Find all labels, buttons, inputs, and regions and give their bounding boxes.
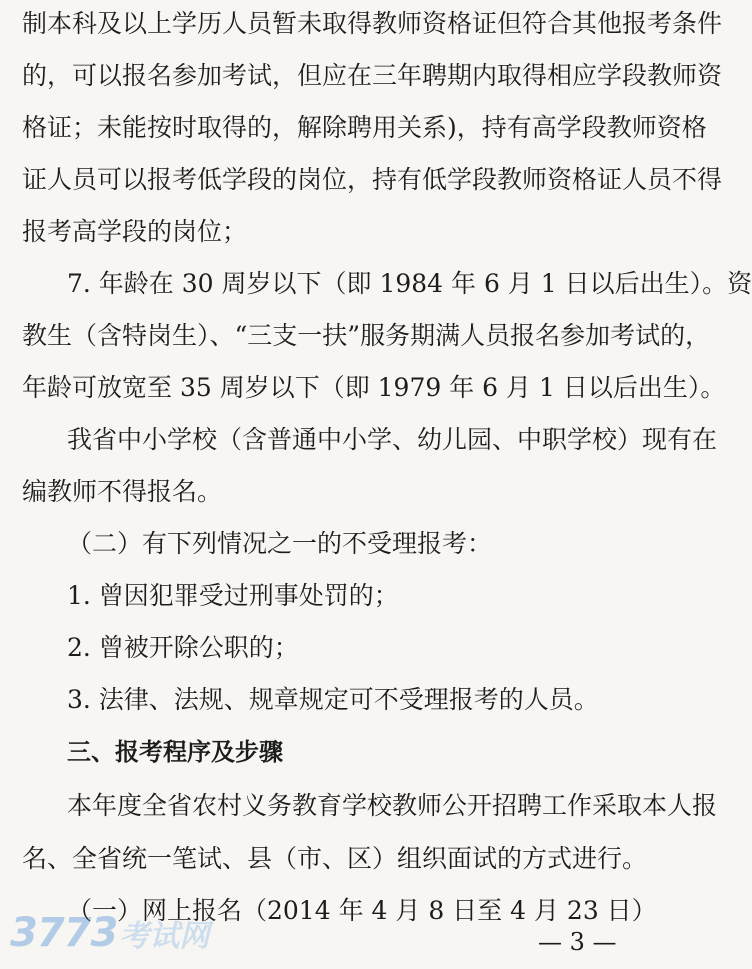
paragraph-line: 制本科及以上学历人员暂未取得教师资格证但符合其他报考条件: [22, 9, 723, 38]
list-item: 3. 法律、法规、规章规定可不受理报考的人员。: [67, 685, 599, 714]
paragraph-line: 年龄可放宽至 35 周岁以下（即 1979 年 6 月 1 日以后出生）。: [22, 373, 726, 402]
paragraph-line: 编教师不得报名。: [22, 477, 223, 506]
paragraph-line: 7. 年龄在 30 周岁以下（即 1984 年 6 月 1 日以后出生）。资: [67, 269, 752, 298]
section-heading: 三、报考程序及步骤: [67, 738, 283, 766]
list-item: 1. 曾因犯罪受过刑事处罚的；: [67, 581, 399, 610]
watermark-number: 3773: [10, 910, 118, 956]
paragraph-line: 本年度全省农村义务教育学校教师公开招聘工作采取本人报: [67, 791, 718, 820]
watermark-text: 考试网: [119, 919, 210, 954]
list-item: 2. 曾被开除公职的；: [67, 633, 299, 662]
paragraph-line: 教生（含特岗生）、“三支一扶”服务期满人员报名参加考试的，: [22, 321, 711, 350]
paragraph-line: 报考高学段的岗位；: [22, 217, 248, 246]
page-number: — 3 —: [538, 928, 617, 956]
paragraph-line: 我省中小学校（含普通中小学、幼儿园、中职学校）现有在: [67, 425, 718, 454]
section-subheading-final: （一）网上报名（2014 年 4 月 8 日至 4 月 23 日）: [67, 896, 657, 925]
paragraph-line: 格证；未能按时取得的，解除聘用关系)，持有高学段教师资格: [22, 113, 707, 142]
paragraph-line: 名、全省统一笔试、县（市、区）组织面试的方式进行。: [22, 844, 648, 873]
section-subheading: （二）有下列情况之一的不受理报考：: [67, 529, 493, 558]
paragraph-line: 的，可以报名参加考试，但应在三年聘期内取得相应学段教师资: [22, 61, 723, 90]
paragraph-line: 证人员可以报考低学段的岗位，持有低学段教师资格证人员不得: [22, 165, 723, 194]
